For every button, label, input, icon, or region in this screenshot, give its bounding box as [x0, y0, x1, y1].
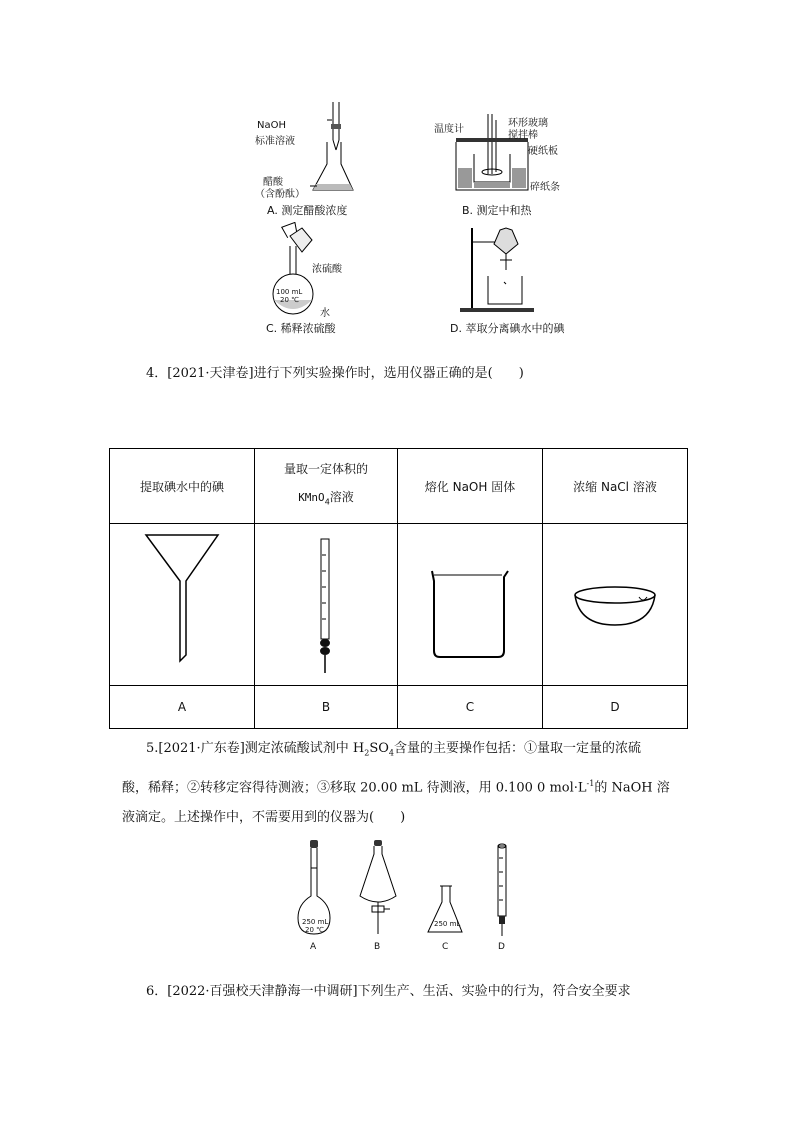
question-4-options-table — [109, 448, 688, 729]
cardboard-label: 硬纸板 — [528, 146, 558, 157]
question-5-text — [122, 734, 680, 833]
instrument-a-label: A — [310, 942, 317, 952]
figure-calorimeter — [432, 112, 572, 220]
instrument-d-label: D — [498, 942, 505, 952]
figure-d-caption: D. 萃取分离碘水中的碘 — [450, 322, 565, 335]
pipette-icon — [255, 525, 397, 685]
option-c-header: 熔化 NaOH 固体 — [398, 449, 543, 524]
thermometer-label: 温度计 — [434, 124, 464, 135]
question-5-figure — [290, 838, 530, 958]
flask-volume-label: 100 mL — [276, 288, 303, 296]
option-a-label: A — [110, 686, 255, 729]
option-b-header: 量取一定体积的 KMnO$_4$溶液 — [255, 449, 398, 524]
instruments-drawing — [290, 838, 530, 942]
extraction-drawing — [450, 224, 570, 320]
instrument-b-label: B — [374, 942, 381, 952]
question-6-text: 6．[2022·百强校天津静海一中调研]下列生产、生活、实验中的行为，符合安全要求 — [146, 984, 631, 999]
water-label: 水 — [320, 308, 330, 319]
funnel-icon — [110, 525, 254, 685]
acid-label: 醋酸 — [263, 177, 283, 188]
ring-glass-label: 环形玻璃 — [508, 118, 548, 129]
question-5-line-2: 酸，稀释；②转移定容得待测液；③移取 20.00 mL 待测液，用 0.100 0 $mol\cdot L^{-1}$的 NaOH 溶 — [122, 778, 670, 795]
pipette-cell — [255, 524, 398, 686]
beaker-cell — [398, 524, 543, 686]
beaker-icon — [398, 525, 542, 685]
option-a-header: 提取碘水中的碘 — [110, 449, 255, 524]
question-4-text: 4．[2021·天津卷]进行下列实验操作时，选用仪器正确的是( ) — [146, 366, 524, 381]
erlenmeyer-volume: 250 mL — [434, 920, 461, 928]
figure-dilution — [262, 222, 382, 338]
flask-temp-label: 20 ℃ — [280, 296, 299, 304]
paper-strips-label: 碎纸条 — [530, 182, 560, 193]
evaporating-dish-icon — [543, 525, 687, 685]
option-b-label: B — [255, 686, 398, 729]
flask-temp: 20 ℃ — [305, 926, 324, 934]
figure-extraction — [450, 224, 570, 338]
question-5-line-3: 液滴定。上述操作中，不需要用到的仪器为( ) — [122, 809, 406, 825]
figure-titration — [255, 98, 375, 220]
flask-volume: 250 mL — [302, 918, 329, 926]
acid-label-2: （含酚酞） — [255, 189, 305, 200]
funnel-cell — [110, 524, 255, 686]
figure-a-caption: A. 测定醋酸浓度 — [267, 204, 348, 217]
instrument-c-label: C — [442, 942, 449, 952]
question-5-line-1: 5.[2021·广东卷]测定浓硫酸试剂中 $H_2SO_4$含量的主要操作包括：①量取一定量的浓硫 — [146, 741, 642, 758]
option-d-header: 浓缩 NaCl 溶液 — [543, 449, 688, 524]
evaporating-dish-cell — [543, 524, 688, 686]
naoh-label: NaOH — [257, 120, 286, 131]
option-c-label: C — [398, 686, 543, 729]
figure-b-caption: B. 测定中和热 — [462, 204, 532, 217]
naoh-label-2: 标准溶液 — [255, 136, 295, 147]
option-d-label: D — [543, 686, 688, 729]
conc-acid-label: 浓硫酸 — [312, 264, 342, 275]
figure-c-caption: C. 稀释浓硫酸 — [266, 322, 336, 335]
stirrer-label: 搅拌棒 — [508, 130, 538, 141]
